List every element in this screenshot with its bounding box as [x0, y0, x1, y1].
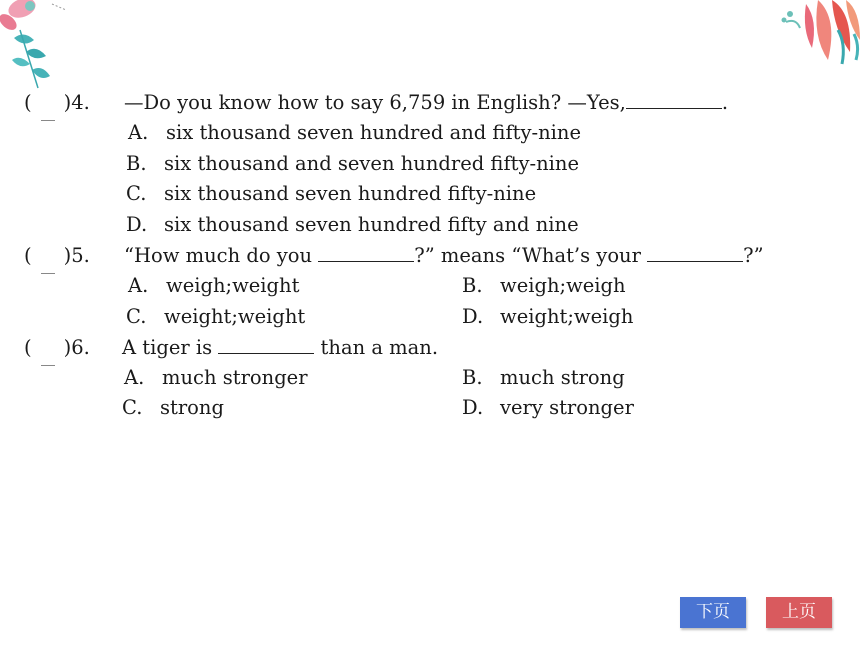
question-4: [0, 91, 860, 121]
option-b[interactable]: B. weigh;weigh: [462, 274, 626, 297]
option-d[interactable]: D. six thousand seven hundred fifty and nine: [126, 213, 579, 236]
answer-slot[interactable]: [32, 348, 64, 350]
leaf-decoration-top-right: [720, 0, 860, 70]
question-stem: A tiger is than a man.: [122, 336, 439, 359]
question-number: 5.: [71, 244, 90, 267]
question-5: [0, 244, 860, 274]
option-d[interactable]: D. very stronger: [462, 396, 634, 419]
option-c[interactable]: C. six thousand seven hundred fifty-nine: [126, 182, 537, 205]
answer-bracket[interactable]: ( )6.: [24, 336, 90, 359]
answer-slot[interactable]: [32, 256, 64, 258]
option-d[interactable]: D. weight;weigh: [462, 305, 634, 328]
answer-slot[interactable]: [32, 103, 64, 105]
fill-blank[interactable]: [218, 336, 314, 354]
question-6: [0, 336, 860, 366]
option-c[interactable]: C. strong: [122, 396, 224, 419]
fill-blank[interactable]: [318, 244, 414, 262]
fill-blank[interactable]: [626, 91, 722, 109]
option-b[interactable]: B. six thousand and seven hundred fifty-nine: [126, 152, 579, 175]
question-stem: “How much do you ?” means “What’s your ?”: [124, 244, 764, 267]
option-a[interactable]: A. six thousand seven hundred and fifty-nine: [128, 121, 581, 144]
fill-blank[interactable]: [647, 244, 743, 262]
previous-page-button[interactable]: 上页: [766, 597, 832, 628]
option-c[interactable]: C. weight;weight: [126, 305, 306, 328]
leaf-decoration-top-left: [0, 0, 90, 95]
question-stem: —Do you know how to say 6,759 in English? —Yes, .: [124, 91, 729, 114]
option-a[interactable]: A. weigh;weight: [128, 274, 300, 297]
question-number: 4.: [71, 91, 90, 114]
answer-bracket[interactable]: ( )4.: [24, 91, 90, 114]
question-number: 6.: [71, 336, 90, 359]
next-page-button[interactable]: 下页: [680, 597, 746, 628]
answer-bracket[interactable]: ( )5.: [24, 244, 90, 267]
option-b[interactable]: B. much strong: [462, 366, 625, 389]
option-a[interactable]: A. much stronger: [124, 366, 308, 389]
